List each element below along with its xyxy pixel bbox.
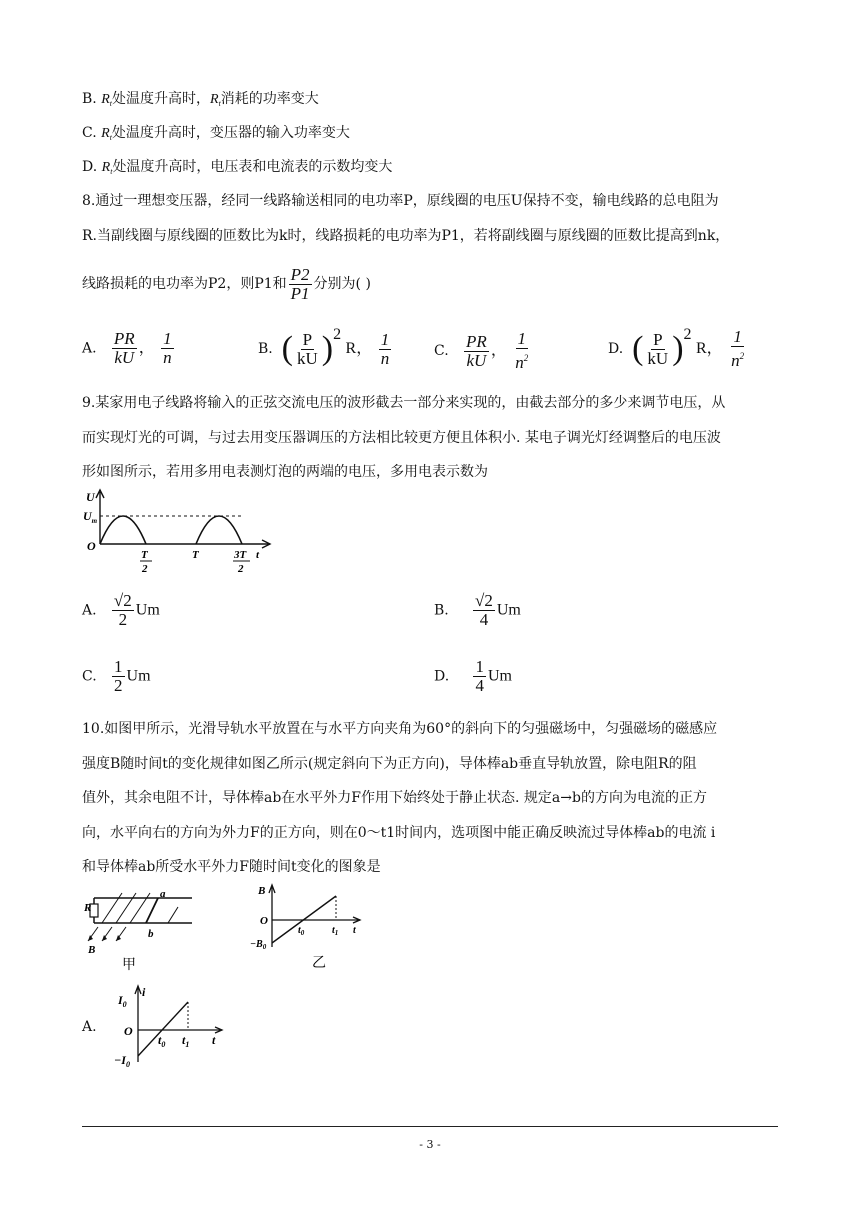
q10-stem-line2: 强度B随时间t的变化规律如图乙所示(规定斜向下为正方向)，导体棒ab垂直导轨放置，除电阻R的阻 <box>82 756 697 772</box>
q8-ratio-fraction: $\frac{P2}{P1}$ <box>290 264 310 303</box>
svg-text:I0: $I_0$ <box>118 993 127 1009</box>
q10-figure-yi-b-t-graph <box>250 883 374 973</box>
q10-figure-jia-rail-diagram <box>80 885 200 971</box>
q9-option-b: B. $\frac{√2}{4}$ Um <box>434 591 521 629</box>
svg-text:t0: $t_0$ <box>298 925 305 937</box>
svg-text:B: B <box>88 944 96 956</box>
q10-option-a-i-t-graph <box>112 982 228 1074</box>
q9-graph-origin: O <box>87 539 96 553</box>
q9-graph-tick-t: T <box>192 549 199 561</box>
svg-text:−B0: $-B_0$ <box>250 939 267 951</box>
q8-option-c: C. $\frac{PR}{kU}$ ， $\frac{1}{n^2}$ <box>434 329 529 372</box>
svg-text:B: B <box>258 885 266 897</box>
svg-text:O: O <box>260 915 268 927</box>
q7-option-c: C. $R_t$处温度升高时，变压器的输入功率变大 <box>82 125 350 142</box>
q9-stem-line2: 而实现灯光的可调，与过去用变压器调压的方法相比较更方便且体积小. 某电子调光灯经调整后的电压波 <box>82 430 721 446</box>
q10-stem-line4: 向，水平向右的方向为外力F的正方向，则在0～t1时间内，选项图中能正确反映流过导体棒ab的电流 i <box>82 825 716 841</box>
svg-text:2: 2 <box>142 563 148 575</box>
q8-option-b: B. ( $\frac{P}{kU}$ )2 R， $\frac{1}{n}$ <box>258 326 390 368</box>
q10-stem-line5: 和导体棒ab所受水平外力F随时间t变化的图象是 <box>82 859 381 875</box>
q10-stem-line3: 值外，其余电阻不计，导体棒ab在水平外力F作用下始终处于静止状态. 规定a→b的方向为电流的正方 <box>82 790 707 806</box>
svg-text:−I0: $-I_0$ <box>114 1053 130 1069</box>
q9-voltage-waveform-graph <box>80 488 280 580</box>
page-number: - 3 - <box>419 1138 441 1151</box>
svg-text:t1: $t_1$ <box>332 925 339 937</box>
q7-option-b: B. $R_t$处温度升高时，$R_t$消耗的功率变大 <box>82 91 319 108</box>
q9-option-c: C. $\frac{1}{2}$ Um <box>82 657 151 695</box>
q8-stem-line2: R.当副线圈与原线圈的匝数比为k时，线路损耗的电功率为P1，若将副线圈与原线圈的匝数比提高到nk， <box>82 228 730 244</box>
q9-graph-peak-label: $U_m$ <box>83 509 98 525</box>
conductor-rod-ab <box>146 898 158 923</box>
q9-graph-tick-t-half: T <box>141 549 148 561</box>
svg-text:2: 2 <box>238 563 244 575</box>
q7-option-d: D. $R_t$处温度升高时，电压表和电流表的示数均变大 <box>82 159 393 176</box>
q8-option-d: D. ( $\frac{P}{kU}$ )2 R， $\frac{1}{n^2}$ <box>608 326 745 370</box>
figure-yi-caption: 乙 <box>312 956 326 971</box>
footer-divider <box>82 1126 778 1127</box>
q10-option-a-label: A. <box>82 1019 97 1035</box>
q9-stem-line3: 形如图所示，若用多用电表测灯泡的两端的电压，多用电表示数为 <box>82 464 488 480</box>
svg-text:t: t <box>353 925 356 936</box>
svg-text:i: i <box>142 985 146 999</box>
q9-graph-y-label: U <box>86 490 95 504</box>
q9-graph-x-label: t <box>256 549 260 561</box>
q9-graph-tick-3t-half: 3T <box>234 549 247 561</box>
q8-option-a: A. $\frac{PR}{kU}$ ， $\frac{1}{n}$ <box>82 329 172 367</box>
svg-text:a: a <box>160 888 166 900</box>
q8-stem-line3: 线路损耗的电功率为P2，则P1和 $\frac{P2}{P1}$ 分别为( ) <box>82 264 371 303</box>
q8-stem-line1: 8.通过一理想变压器，经同一线路输送相同的电功率P，原线圈的电压U保持不变，输电线路的总电阻为 <box>82 193 719 209</box>
q9-option-a: A. $\frac{√2}{2}$ Um <box>82 591 160 629</box>
q10-stem-line1: 10.如图甲所示，光滑导轨水平放置在与水平方向夹角为60°的斜向下的匀强磁场中，匀强磁场的磁感应 <box>82 721 718 737</box>
q9-stem-line1: 9.某家用电子线路将输入的正弦交流电压的波形截去一部分来实现的，由截去部分的多少来调节电压，从 <box>82 395 726 411</box>
figure-jia-caption: 甲 <box>122 958 136 971</box>
svg-text:t1: $t_1$ <box>182 1033 190 1049</box>
q9-option-d: D. $\frac{1}{4}$ Um <box>434 657 512 695</box>
svg-text:t0: $t_0$ <box>158 1033 166 1049</box>
svg-text:R: R <box>84 902 92 914</box>
svg-text:b: b <box>148 928 154 940</box>
svg-text:t: t <box>212 1033 216 1047</box>
svg-text:O: O <box>124 1024 133 1038</box>
